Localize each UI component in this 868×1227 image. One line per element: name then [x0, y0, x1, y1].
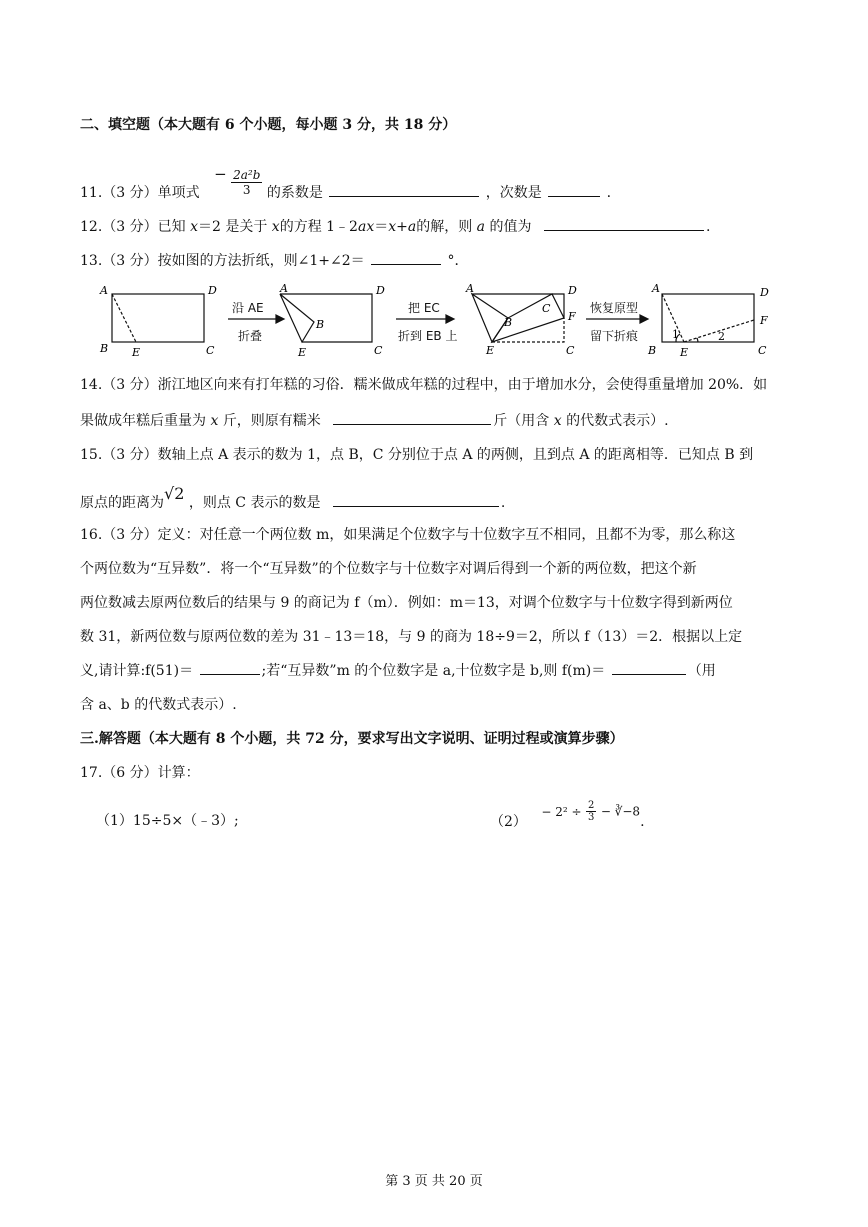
q12-a2: a: [476, 219, 486, 235]
panel1-fold-line: [112, 294, 136, 342]
p3-label-C: C: [566, 344, 575, 357]
p3-label-F: F: [568, 310, 576, 323]
q15-sqrt2: √2: [164, 484, 185, 503]
p4-angle1-label: 1: [672, 328, 679, 341]
arrow1-bottom-text: 折叠: [238, 329, 263, 343]
q16-text-c: （用: [687, 663, 716, 679]
arrow2-bottom-text: 折到 EB 上: [398, 329, 458, 343]
section2-heading: 二、填空题（本大题有 6 个小题，每小题 3 分，共 18 分）: [80, 117, 457, 133]
q11-frac-num: 2a²b: [233, 168, 261, 182]
q12-blank[interactable]: [544, 216, 704, 231]
question-14-line2: [80, 410, 669, 430]
q12-a1: a: [407, 219, 417, 235]
q17-frac-den: 3: [588, 812, 595, 823]
p4-label-C: C: [758, 344, 767, 357]
q17-frac-num: 2: [588, 800, 595, 811]
panel2-folded-triangle: [280, 294, 314, 342]
question-13: [80, 250, 469, 270]
p2-label-B: B: [316, 318, 325, 331]
q14-text-b: 斤，则原有糯米: [222, 413, 321, 429]
p2-label-E: E: [298, 346, 307, 359]
p1-label-C: C: [206, 344, 215, 357]
q17-fraction: [586, 800, 596, 823]
p2-label-A: A: [280, 282, 288, 295]
question-16-line2: 个两位数为“互异数”．将一个“互异数”的个位数字与十位数字对调后得到一个新的两位数，把这个新: [80, 561, 697, 577]
q11-blank-degree[interactable]: [548, 182, 600, 197]
q12-plus: +: [396, 219, 408, 235]
question-12: [80, 216, 710, 236]
question-15-line2: [80, 484, 506, 512]
p4-angle2-label: 2: [718, 330, 725, 343]
question-16-line3: 两位数减去原两位数后的结果与 9 的商记为 f（m）．例如：m＝13，对调个位数字与十位数字得到新两位: [80, 595, 733, 611]
p1-label-E: E: [132, 346, 141, 359]
q13-blank[interactable]: [371, 250, 441, 265]
arrow3-bottom-text: 留下折痕: [590, 329, 639, 343]
q14-blank[interactable]: [333, 410, 491, 425]
panel2-outline: [280, 294, 372, 342]
q12-text: 的解，则: [416, 219, 473, 235]
section3-heading: 三.解答题（本大题有 8 个小题，共 72 分，要求写出文字说明、证明过程或演算步骤）: [80, 731, 624, 747]
p1-label-A: A: [100, 284, 108, 297]
p2-label-C: C: [374, 344, 383, 357]
q11-blank-coefficient[interactable]: [329, 182, 479, 197]
p4-label-D: D: [760, 286, 769, 299]
p3-label-D: D: [568, 284, 577, 297]
q11-minus: −: [214, 164, 227, 183]
p1-label-D: D: [208, 284, 217, 297]
q12-text2: 的值为: [489, 219, 532, 235]
question-16-line6: 含 a、b 的代数式表示）.: [80, 697, 237, 713]
p4-label-B: B: [648, 344, 657, 357]
question-11: [80, 160, 611, 200]
q17-expr-b: − ∛−8: [600, 804, 641, 819]
p3-label-E: E: [486, 344, 495, 357]
q11-text1: 的系数是: [266, 184, 323, 201]
q16-text-a: 义,请计算:f(51)＝: [80, 663, 194, 679]
q17-part2-label: （2）: [490, 813, 527, 830]
q12-xa: x: [388, 219, 397, 235]
folding-figure: [96, 282, 776, 362]
q12-x: x: [190, 219, 198, 235]
q15-blank[interactable]: [333, 492, 499, 507]
panel3-triangle2: [492, 294, 564, 342]
arrow1-top-text: 沿 AE: [232, 301, 264, 315]
q14-x2: x: [553, 413, 562, 429]
q11-number: 11.（3 分）单项式: [80, 184, 200, 201]
q16-blank-f51[interactable]: [200, 660, 260, 675]
arrow1-head: [276, 315, 284, 323]
q12-eq1: ＝2 是关于: [197, 219, 268, 235]
page-footer: 第 3 页 共 20 页: [385, 1174, 483, 1189]
panel4-angle2-arc: [697, 338, 698, 342]
q12-eq3: ＝: [374, 219, 389, 235]
question-16-line4: 数 31，新两位数与原两位数的差为 31﹣13＝18，与 9 的商为 18÷9＝2，所以 f（13）＝2．根据以上定: [80, 629, 743, 645]
q12-ax: ax: [357, 219, 375, 235]
question-17-title: 17.（6 分）计算：: [80, 765, 200, 781]
question-14-line1: 14.（3 分）浙江地区向来有打年糕的习俗．糯米做成年糕的过程中，由于增加水分，会使得重量增加 20%．如: [80, 377, 768, 393]
q12-number: 12.（3 分）已知: [80, 219, 186, 235]
q12-x2: x: [271, 219, 280, 235]
q12-eq2: 的方程 1﹣2: [279, 219, 358, 235]
q12-end: .: [705, 219, 711, 235]
q17-expr-a: − 2² ÷: [541, 804, 582, 819]
panel1-rectangle: [112, 294, 204, 342]
p3-label-B: B: [504, 316, 513, 329]
q16-blank-fm[interactable]: [612, 660, 686, 675]
p4-label-E: E: [680, 346, 689, 359]
question-16-line1: 16.（3 分）定义：对任意一个两位数 m，如果满足个位数字与十位数字互不相同，且都不为零，那么称这: [80, 527, 736, 543]
q14-text-c: 斤（用含: [493, 413, 550, 429]
q15-end: .: [500, 495, 506, 511]
panel3-triangle1: [472, 294, 508, 342]
q11-fraction: [231, 168, 262, 197]
arrow2-head: [446, 315, 454, 323]
q15-text-a: 原点的距离为: [80, 495, 164, 511]
q11-text2: ，次数是: [485, 184, 542, 201]
arrow3-head: [640, 315, 648, 323]
q17-end: .: [640, 813, 645, 830]
q13-end: °．: [447, 253, 469, 269]
q13-text: 13.（3 分）按如图的方法折纸，则∠1+∠2＝: [80, 253, 365, 269]
q14-text-d: 的代数式表示）.: [566, 413, 669, 429]
p3-label-C-fold: C: [542, 302, 551, 315]
q11-frac-den: 3: [242, 183, 251, 197]
p2-label-D: D: [376, 284, 385, 297]
p4-label-A: A: [652, 282, 660, 295]
p1-label-B: B: [100, 342, 109, 355]
p4-label-F: F: [760, 314, 768, 327]
p3-label-A: A: [466, 282, 474, 295]
q17-part2: [490, 800, 645, 834]
arrow2-top-text: 把 EC: [408, 301, 440, 315]
q15-text-b: ，则点 C 表示的数是: [188, 495, 321, 511]
question-16-line5: [80, 660, 716, 680]
arrow3-top-text: 恢复原型: [590, 301, 639, 315]
question-15-line1: 15.（3 分）数轴上点 A 表示的数为 1，点 B，C 分别位于点 A 的两侧，且到点 A 的距离相等．已知点 B 到: [80, 447, 754, 463]
q14-x: x: [210, 413, 219, 429]
q17-part1: （1）15÷5×（﹣3）;: [96, 813, 239, 829]
q16-text-b: ;若“互异数”m 的个位数字是 a,十位数字是 b,则 f(m)＝: [261, 663, 606, 679]
q14-text-a: 果做成年糕后重量为: [80, 413, 206, 429]
q11-end: .: [606, 184, 612, 201]
